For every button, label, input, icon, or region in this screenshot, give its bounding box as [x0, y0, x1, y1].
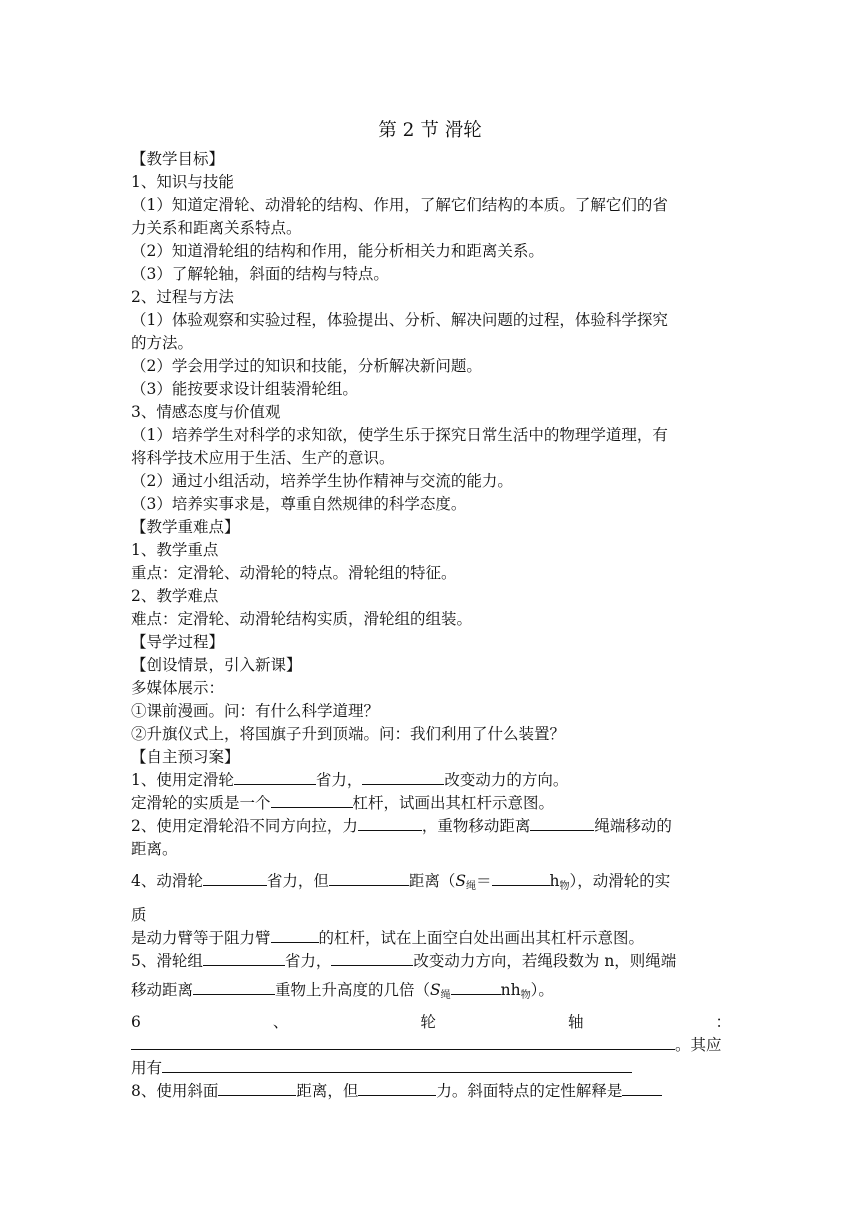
question-2-continued: 距离。 — [131, 840, 178, 858]
blank[interactable] — [362, 770, 444, 785]
question-2: 2、使用定滑轮沿不同方向拉，力 ，重物移动距离 绳端移动的 — [131, 817, 672, 835]
text-line: （1）体验观察和实验过程，体验提出、分析、解决问题的过程，体验科学探究 — [131, 311, 668, 329]
question-1: 1、使用定滑轮 省力， 改变动力的方向。 — [131, 771, 569, 789]
text-line: （3）培养实事求是，尊重自然规律的科学态度。 — [131, 495, 467, 513]
text-line: ②升旗仪式上，将国旗子升到顶端。问：我们利用了什么装置？ — [131, 725, 566, 743]
text-line: （2）知道滑轮组的结构和作用，能分析相关力和距离关系。 — [131, 242, 544, 260]
text-line: 多媒体展示： — [131, 679, 225, 697]
blank[interactable] — [358, 816, 422, 831]
blank[interactable] — [492, 871, 550, 886]
subheading-process: 2、过程与方法 — [131, 288, 234, 306]
section-heading-process: 【导学过程】 — [131, 633, 225, 651]
page-title: 第 2 节 滑轮 — [378, 120, 482, 141]
blank[interactable] — [271, 793, 353, 808]
text-line: （3）了解轮轴，斜面的结构与特点。 — [131, 265, 389, 283]
question-6-continued-2: 用有 — [131, 1057, 731, 1079]
blank[interactable] — [622, 1081, 662, 1096]
question-6-continued: 。其应 — [131, 1034, 731, 1056]
blank[interactable] — [358, 1081, 436, 1096]
question-4-continued: 质 — [131, 906, 147, 924]
text-line: 重点：定滑轮、动滑轮的特点。滑轮组的特征。 — [131, 564, 457, 582]
blank[interactable] — [203, 951, 285, 966]
text-line: （1）知道定滑轮、动滑轮的结构、作用，了解它们结构的本质。了解它们的省 — [131, 196, 668, 214]
text-line: （3）能按要求设计组装滑轮组。 — [131, 380, 358, 398]
text-line: （1）培养学生对科学的求知欲，使学生乐于探究日常生活中的物理学道理，有 — [131, 426, 668, 444]
blank[interactable] — [329, 871, 409, 886]
question-1-continued: 定滑轮的实质是一个 杠杆，试画出其杠杆示意图。 — [131, 794, 555, 812]
section-heading-objectives: 【教学目标】 — [131, 150, 225, 168]
subheading-knowledge: 1、知识与技能 — [131, 173, 234, 191]
text-line: 的方法。 — [131, 334, 194, 352]
blank[interactable] — [331, 951, 413, 966]
blank[interactable] — [193, 980, 275, 995]
question-5-continued: 移动距离 重物上升高度的几倍（S绳 nh物）。 — [131, 981, 554, 1001]
blank[interactable] — [451, 980, 501, 995]
question-6: 6 、 轮 轴 ： — [131, 1013, 731, 1031]
text-line: （2）通过小组活动，培养学生协作精神与交流的能力。 — [131, 472, 513, 490]
blank[interactable] — [218, 1081, 296, 1096]
subheading-attitude: 3、情感态度与价值观 — [131, 403, 281, 421]
blank[interactable] — [203, 871, 267, 886]
text-line: 将科学技术应用于生活、生产的意识。 — [131, 449, 395, 467]
question-4: 4、动滑轮 省力，但 距离（S绳＝ h物），动滑轮的实 — [131, 872, 671, 892]
question-5: 5、滑轮组 省力， 改变动力方向，若绳段数为 n，则绳端 — [131, 952, 677, 970]
blank[interactable] — [131, 1035, 675, 1050]
section-heading-intro: 【创设情景，引入新课】 — [131, 656, 302, 674]
blank[interactable] — [530, 816, 594, 831]
text-line: （2）学会用学过的知识和技能，分析解决新问题。 — [131, 357, 482, 375]
section-heading-preview: 【自主预习案】 — [131, 748, 240, 766]
text-line: 难点：定滑轮、动滑轮结构实质，滑轮组的组装。 — [131, 610, 473, 628]
subheading-difficult: 2、教学难点 — [131, 587, 219, 605]
section-heading-key-points: 【教学重难点】 — [131, 518, 240, 536]
blank[interactable] — [271, 928, 319, 943]
text-line: 力关系和距离关系特点。 — [131, 219, 302, 237]
question-4-continued-2: 是动力臂等于阻力臂 的杠杆，试在上面空白处出画出其杠杆示意图。 — [131, 929, 645, 947]
question-8: 8、使用斜面 距离，但 力。斜面特点的定性解释是 — [131, 1080, 731, 1102]
blank[interactable] — [234, 770, 316, 785]
subheading-key: 1、教学重点 — [131, 541, 219, 559]
text-line: ①课前漫画。问：有什么科学道理？ — [131, 702, 380, 720]
blank[interactable] — [162, 1058, 632, 1073]
